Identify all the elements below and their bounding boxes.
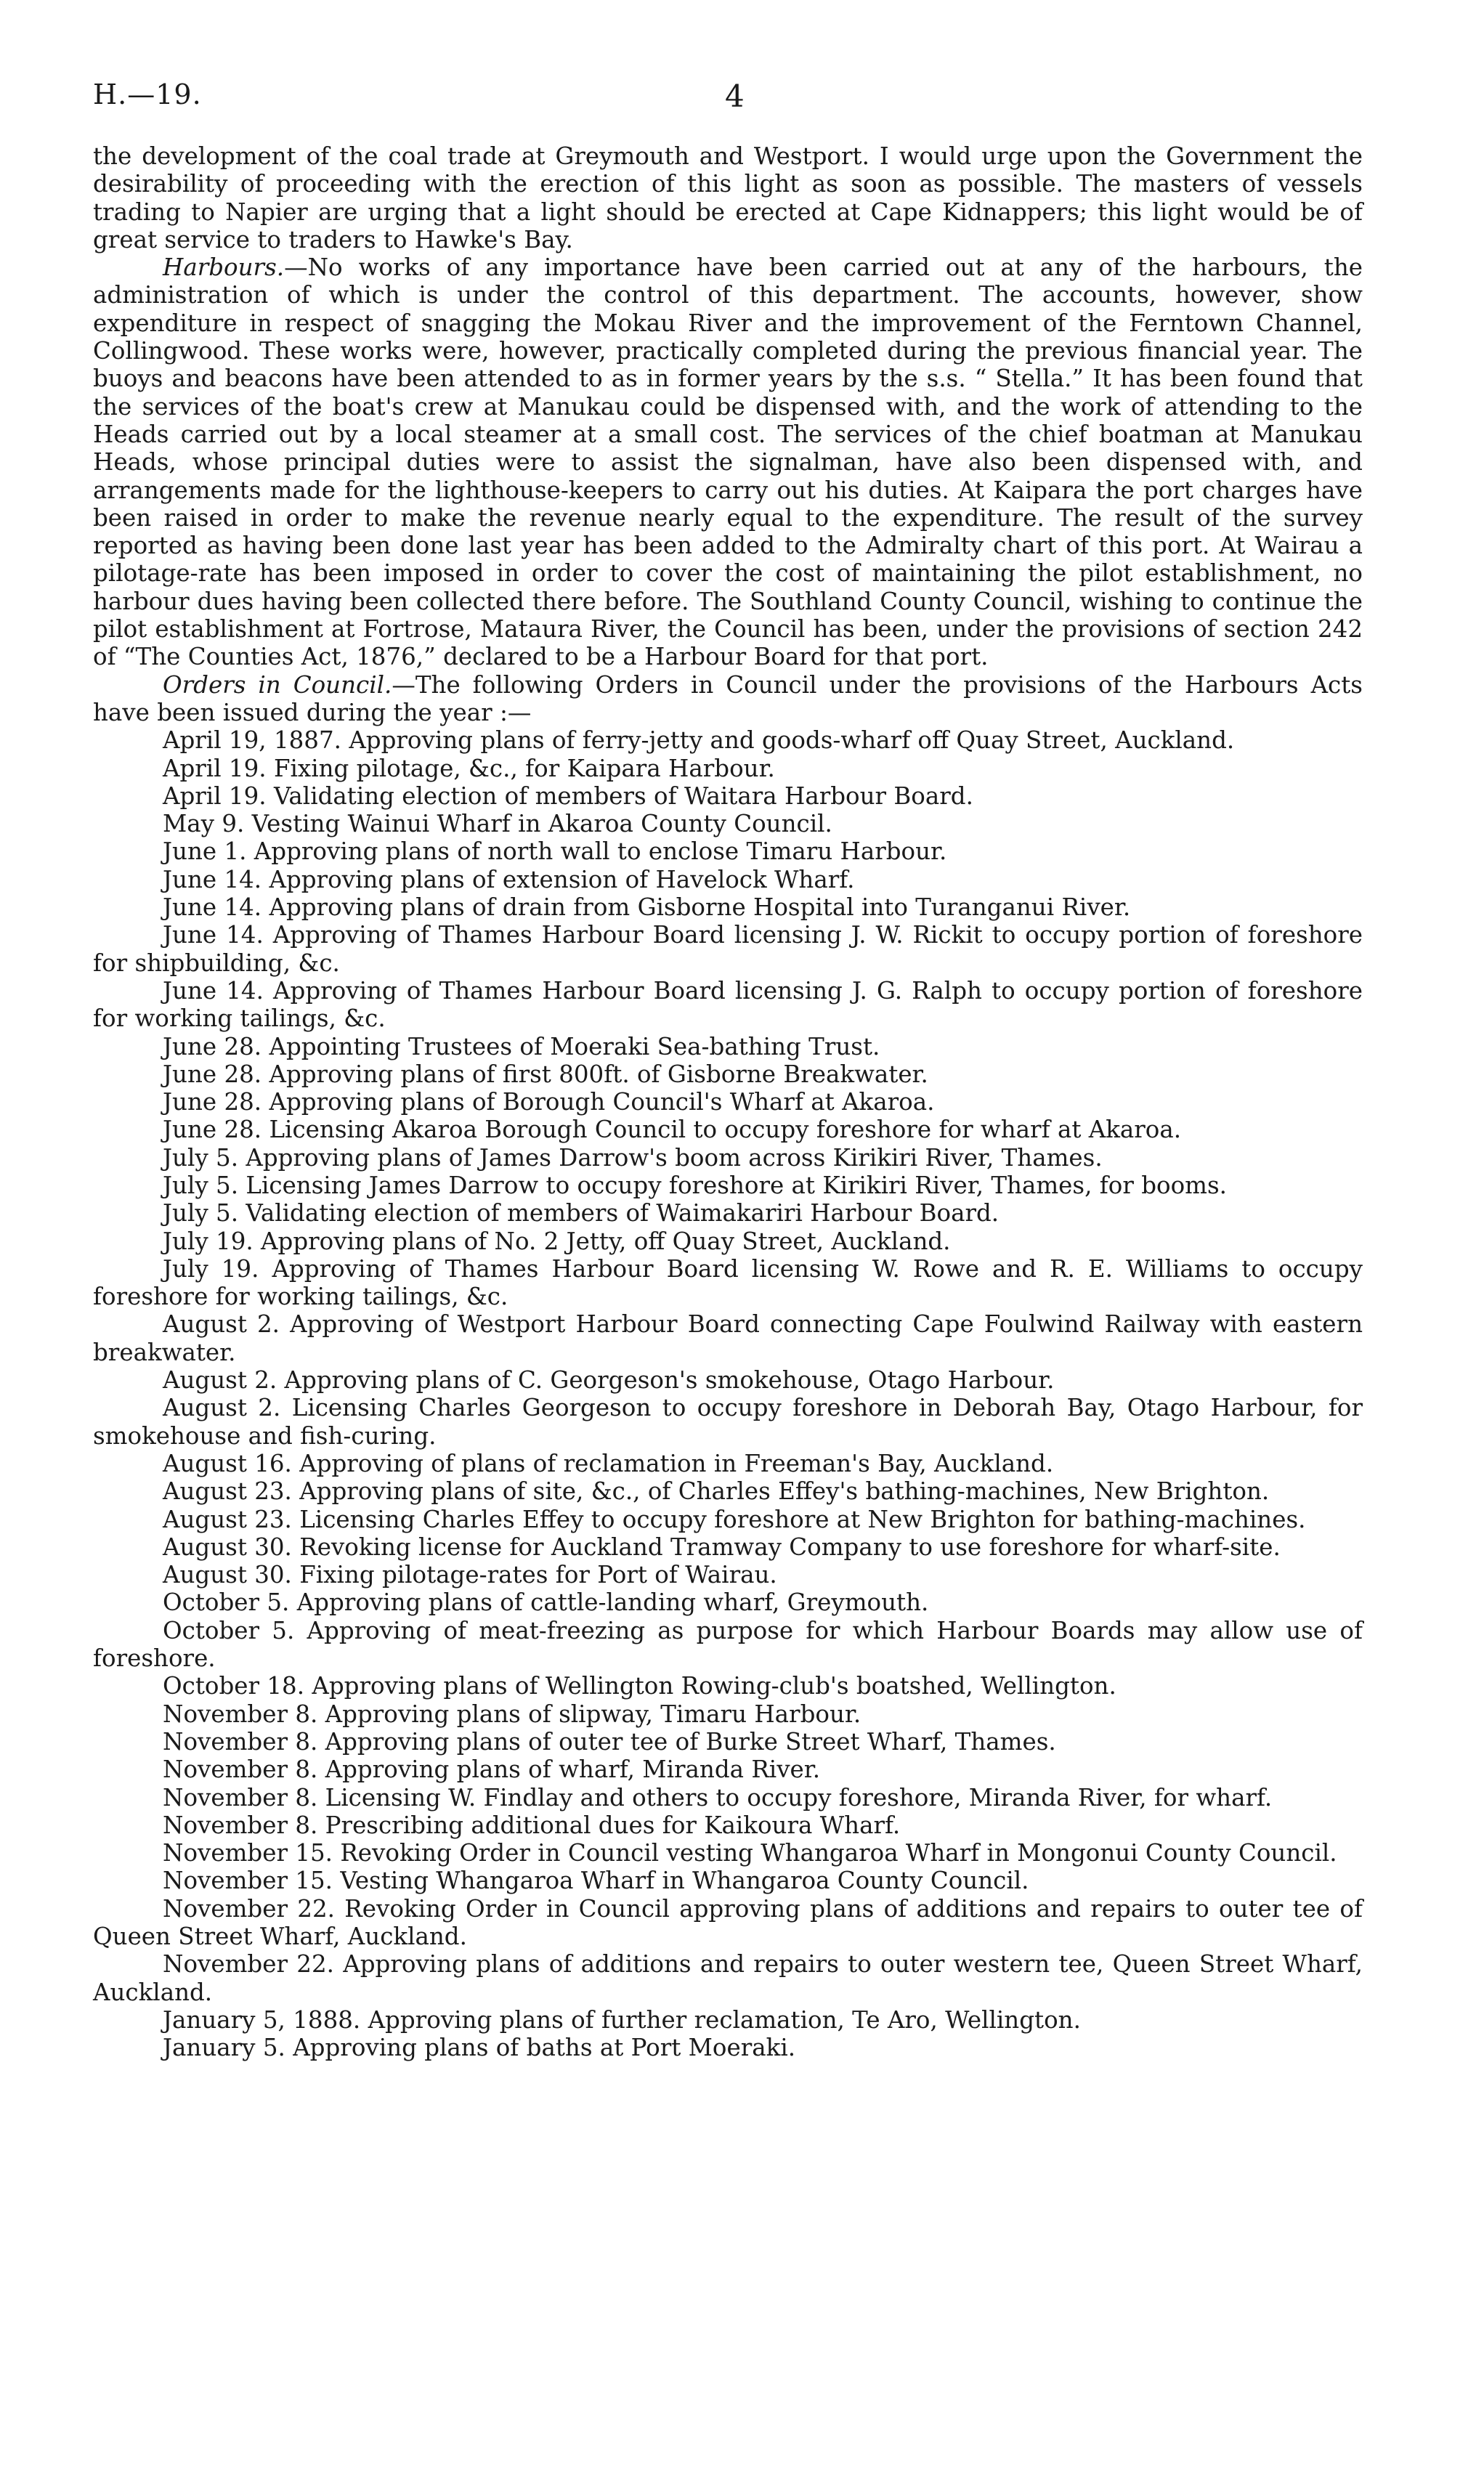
- orders-list: [93, 726, 1363, 2061]
- intro-paragraph: the development of the coal trade at Greymouth and Westport. I would urge upon the Government the desirability of proceeding with the erection of this light as soon as possible. The masters of vessels trading to Napier are urging that a light should be erected at Cape Kidnappers; this light would be of great service to traders to Hawke's Bay.: [93, 142, 1363, 253]
- order-item: June 28. Appointing Trustees of Moeraki Sea-bathing Trust.: [163, 1032, 880, 1060]
- order-item: August 16. Approving of plans of reclamation in Freeman's Bay, Auckland.: [163, 1449, 1054, 1477]
- order-item: August 2. Licensing Charles Georgeson to occupy foreshore in Deborah Bay, Otago Harbour, for smokehouse and fish-curing.: [93, 1394, 1363, 1450]
- order-item: April 19. Fixing pilotage, &c., for Kaipara Harbour.: [163, 754, 775, 782]
- order-item: October 18. Approving plans of Wellington Rowing-club's boatshed, Wellington.: [163, 1672, 1116, 1700]
- order-item: August 30. Fixing pilotage-rates for Port of Wairau.: [163, 1561, 777, 1589]
- order-item: January 5. Approving plans of baths at Port Moeraki.: [163, 2034, 796, 2062]
- order-item: November 8. Approving plans of slipway, Timaru Harbour.: [163, 1700, 861, 1728]
- order-item: November 8. Approving plans of outer tee of Burke Street Wharf, Thames.: [163, 1727, 1056, 1756]
- order-item: June 1. Approving plans of north wall to enclose Timaru Harbour.: [163, 837, 947, 866]
- order-item: June 28. Approving plans of Borough Council's Wharf at Akaroa.: [163, 1088, 935, 1116]
- order-item: November 8. Prescribing additional dues for Kaikoura Wharf.: [163, 1811, 901, 1839]
- order-item: May 9. Vesting Wainui Wharf in Akaroa County Council.: [163, 810, 832, 838]
- order-item: June 14. Approving plans of extension of Havelock Wharf.: [163, 865, 855, 893]
- orders-intro-text: —The following Orders in Council under the provisions of the Harbours Acts have been issued during the year :—: [93, 670, 1363, 726]
- order-item: August 23. Approving plans of site, &c., of Charles Effey's bathing-machines, New Brighton.: [163, 1477, 1270, 1506]
- order-item: January 5, 1888. Approving plans of further reclamation, Te Aro, Wellington.: [163, 2005, 1081, 2034]
- order-item: June 14. Approving of Thames Harbour Board licensing J. G. Ralph to occupy portion of foreshore for working tailings, &c.: [93, 976, 1363, 1033]
- order-item: July 5. Approving plans of James Darrow's boom across Kirikiri River, Thames.: [163, 1143, 1103, 1172]
- order-item: June 28. Licensing Akaroa Borough Council to occupy foreshore for wharf at Akaroa.: [163, 1116, 1182, 1144]
- order-item: November 15. Vesting Whangaroa Wharf in Whangaroa County Council.: [163, 1867, 1029, 1895]
- order-item: October 5. Approving of meat-freezing as purpose for which Harbour Boards may allow use of foreshore.: [93, 1616, 1363, 1673]
- order-item: August 2. Approving of Westport Harbour Board connecting Cape Foulwind Railway with eastern breakwater.: [93, 1310, 1363, 1366]
- order-item: November 15. Revoking Order in Council vesting Whangaroa Wharf in Mongonui County Council.: [163, 1839, 1337, 1867]
- harbours-heading: Harbours.: [163, 253, 285, 282]
- order-item: October 5. Approving plans of cattle-landing wharf, Greymouth.: [163, 1589, 929, 1617]
- harbours-text: —No works of any importance have been carried out at any of the harbours, the administration of which is under the control of this department. The accounts, however, show expenditure in respect of snagging the Mokau River and the improvement of the Ferntown Channel, Collingwood. These works were, however, practically completed during the previous financial year. The buoys and beacons have been attended to as in former years by the s.s. “ Stella.” It has been found that the services of the boat's crew at Manukau could be dispensed with, and the work of attending to the Heads carried out by a local steamer at a small cost. The services of the chief boatman at Manukau Heads, whose principal duties were to assist the signalman, have also been dispensed with, and arrangements made for the lighthouse-keepers to carry out his duties. At Kaipara the port charges have been raised in order to make the revenue nearly equal to the expenditure. The result of the survey reported as having been done last year has been added to the Admiralty chart of this port. At Wairau a pilotage-rate has been imposed in order to cover the cost of maintaining the pilot establishment, no harbour dues having been collected there before. The Southland County Council, wishing to continue the pilot establishment at Fortrose, Mataura River, the Council has been, under the provisions of section 242 of “The Counties Act, 1876,” declared to be a Harbour Board for that port.: [93, 253, 1363, 671]
- page-header: [93, 78, 1363, 122]
- order-item: June 14. Approving of Thames Harbour Board licensing J. W. Rickit to occupy portion of foreshore for shipbuilding, &c.: [93, 921, 1363, 977]
- order-item: June 14. Approving plans of drain from Gisborne Hospital into Turanganui River.: [163, 893, 1131, 922]
- order-item: November 22. Approving plans of additions and repairs to outer western tee, Queen Street Wharf, Auckland.: [93, 1950, 1363, 2006]
- page-number: 4: [725, 78, 745, 114]
- order-item: November 8. Licensing W. Findlay and others to occupy foreshore, Miranda River, for wharf.: [163, 1783, 1273, 1811]
- document-reference: H.—19.: [93, 78, 202, 110]
- order-item: August 23. Licensing Charles Effey to occupy foreshore at New Brighton for bathing-machines.: [163, 1505, 1306, 1533]
- order-item: August 2. Approving plans of C. Georgeson's smokehouse, Otago Harbour.: [163, 1366, 1055, 1395]
- order-item: June 28. Approving plans of first 800ft. of Gisborne Breakwater.: [163, 1060, 928, 1088]
- order-item: November 8. Approving plans of wharf, Miranda River.: [163, 1756, 821, 1784]
- orders-heading: Orders in Council.: [163, 670, 392, 699]
- order-item: July 5. Licensing James Darrow to occupy foreshore at Kirikiri River, Thames, for booms.: [163, 1171, 1227, 1199]
- order-item: April 19. Validating election of members of Waitara Harbour Board.: [163, 782, 973, 810]
- order-item: April 19, 1887. Approving plans of ferry-jetty and goods-wharf off Quay Street, Auckland.: [163, 726, 1235, 755]
- order-item: August 30. Revoking license for Auckland Tramway Company to use foreshore for wharf-site.: [163, 1533, 1281, 1561]
- order-item: July 19. Approving plans of No. 2 Jetty, off Quay Street, Auckland.: [163, 1227, 951, 1255]
- orders-paragraph: [93, 671, 1363, 727]
- order-item: July 5. Validating election of members of Waimakariri Harbour Board.: [163, 1199, 1000, 1228]
- order-item: November 22. Revoking Order in Council approving plans of additions and repairs to outer tee of Queen Street Wharf, Auckland.: [93, 1894, 1363, 1950]
- body-text: [93, 142, 1363, 2061]
- order-item: July 19. Approving of Thames Harbour Board licensing W. Rowe and R. E. Williams to occupy foreshore for working tailings, &c.: [93, 1254, 1363, 1311]
- harbours-paragraph: [93, 253, 1363, 670]
